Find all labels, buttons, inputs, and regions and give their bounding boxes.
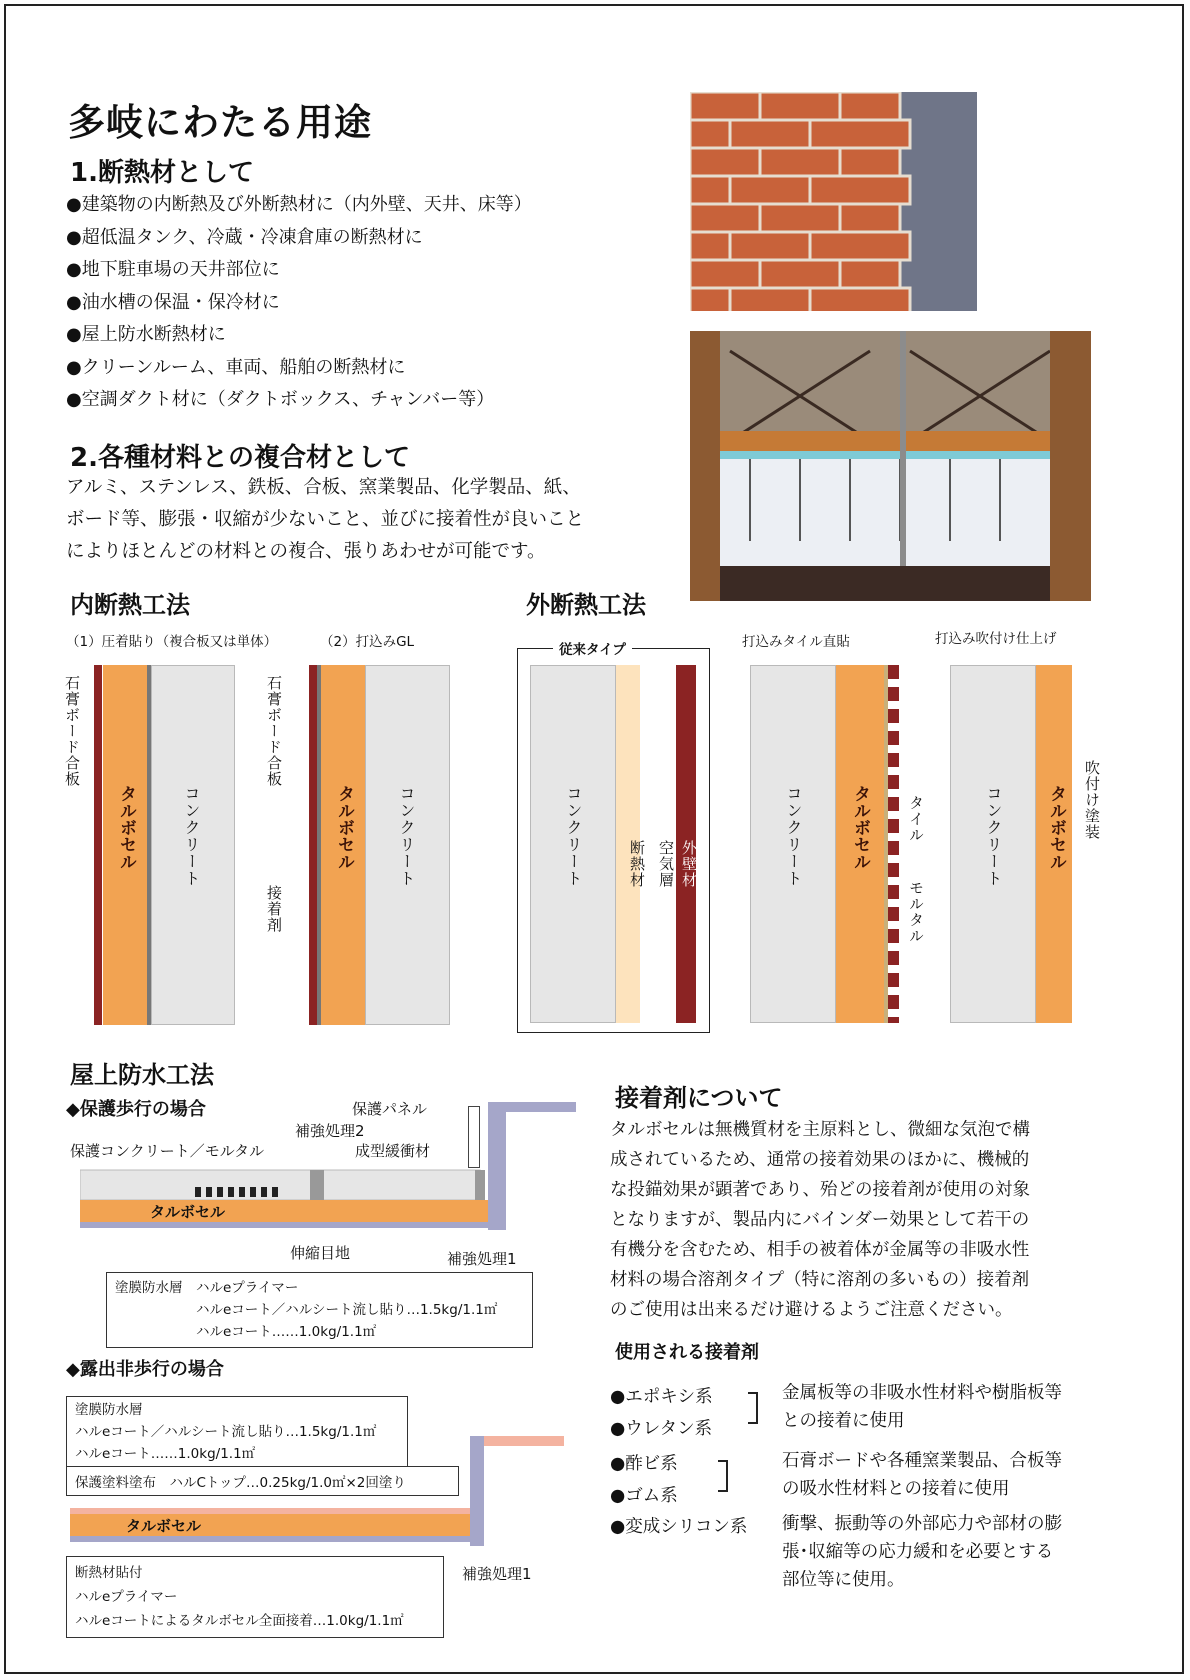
talbo-label: タルボセル	[116, 785, 136, 870]
talbo-label: タルボセル	[850, 785, 870, 870]
board-label: 石膏ボード合板	[63, 675, 81, 787]
tile-layer	[888, 665, 899, 1023]
air-label: 空気層	[657, 840, 675, 888]
wall-label: 外壁材	[680, 840, 698, 888]
adhesive-label: 接着剤	[265, 885, 283, 933]
vinyl-label: ●酢ビ系	[610, 1454, 678, 1474]
group3-desc: 部位等に使用。	[782, 1570, 905, 1590]
used-adhesives-heading: 使用される接着剤	[615, 1342, 759, 1363]
reinforce1-label-2: 補強処理1	[462, 1565, 532, 1583]
spec-line: 断熱材貼付	[75, 1565, 143, 1581]
list-item: ●屋上防水断熱材に	[66, 324, 226, 345]
list-item: ●地下駐車場の天井部位に	[66, 259, 280, 280]
protect-concrete-label: 保護コンクリート／モルタル	[70, 1142, 265, 1160]
section2-heading: 2.各種材料との複合材として	[70, 443, 410, 473]
spec-line: 塗膜防水層	[75, 1402, 143, 1418]
inner-diagram-1	[90, 665, 235, 1025]
group1-desc: 金属板等の非吸水性材料や樹脂板等	[782, 1383, 1062, 1403]
roof-wall-layer	[488, 1102, 506, 1230]
traditional-label: 従来タイプ	[553, 638, 632, 658]
spray-finish-caption: 打込み吹付け仕上げ	[935, 631, 1057, 647]
section2-text	[66, 472, 584, 568]
rubber-label: ●ゴム系	[610, 1486, 678, 1506]
construction-photo	[690, 331, 1091, 601]
paragraph-line: な投錨効果が顕著であり、殆どの接着剤が使用の対象	[610, 1180, 1030, 1200]
spec-line: ハルeコート……1.0kg/1.1㎡	[75, 1446, 256, 1462]
paragraph-line: のご使用は出来るだけ避けるようご注意ください。	[610, 1300, 1013, 1320]
board-layer	[309, 665, 317, 1025]
roof-parapet	[506, 1102, 576, 1112]
spec-line: 保護塗料塗布 ハルCトップ…0.25kg/1.0㎡×2回塗り	[75, 1475, 406, 1491]
reinforce1-label: 補強処理1	[447, 1250, 517, 1268]
talbo-label: タルボセル	[1046, 785, 1066, 870]
case2-heading: ◆露出非歩行の場合	[66, 1359, 224, 1380]
list-item: ●クリーンルーム、車両、船舶の断熱材に	[66, 356, 406, 378]
board-layer	[94, 665, 102, 1025]
talbo-label: タルボセル	[334, 785, 354, 870]
joint-label: 伸縮目地	[290, 1244, 351, 1262]
concrete-label: コンクリート	[182, 785, 201, 887]
group2-desc: の吸水性材料との接着に使用	[782, 1479, 1010, 1499]
paragraph-line: によりほとんどの材料との複合、張りあわせが可能です。	[66, 541, 546, 562]
buffer-label: 成型緩衝材	[355, 1142, 431, 1160]
section1-list	[66, 189, 532, 417]
list-item: ●超低温タンク、冷蔵・冷凍倉庫の断熱材に	[66, 226, 423, 248]
inner-caption-2: （2）打込みGL	[320, 634, 415, 650]
page-title: 多岐にわたる用途	[68, 101, 372, 144]
case2-spec-box-1	[66, 1396, 408, 1468]
outer-heading: 外断熱工法	[526, 591, 646, 619]
paragraph-line: 成されているため、通常の接着効果のほかに、機械的	[610, 1150, 1030, 1170]
insulation-label: 断熱材	[628, 840, 646, 888]
case2-spec-box-2	[66, 1466, 459, 1496]
paragraph-line: 材料の場合溶剤タイプ（特に溶剤の多いもの）接着剤	[610, 1270, 1030, 1290]
bracket	[718, 1460, 728, 1492]
adhesive-text	[610, 1115, 1030, 1325]
concrete-label: コンクリート	[397, 785, 416, 887]
silicone-label: ●変成シリコン系	[610, 1517, 748, 1537]
tile-direct-caption: 打込みタイル直貼	[742, 634, 850, 650]
epoxy-label: ●エポキシ系	[610, 1387, 713, 1407]
paragraph-line: アルミ、ステンレス、鉄板、合板、窯業製品、化学製品、紙、	[66, 477, 581, 498]
reinforce2-label: 補強処理2	[295, 1122, 365, 1140]
group2-desc: 石膏ボードや各種窯業製品、合板等	[782, 1451, 1062, 1471]
inner-diagram-2	[305, 665, 450, 1025]
urethane-label: ●ウレタン系	[610, 1419, 713, 1439]
adhesive-heading: 接着剤について	[615, 1084, 783, 1112]
case1-spec-box	[106, 1272, 533, 1348]
talbo-label-2: タルボセル	[126, 1517, 202, 1535]
paragraph-line: となりますが、製品内にバインダー効果として若干の	[610, 1210, 1030, 1230]
protect-panel	[468, 1106, 480, 1168]
paragraph-line: ボード等、膨張・収縮が少ないこと、並びに接着性が良いこと	[66, 509, 585, 530]
roof-heading: 屋上防水工法	[70, 1061, 214, 1089]
case1-heading: ◆保護歩行の場合	[66, 1099, 206, 1120]
tile-label: タイル	[907, 795, 925, 843]
list-item: ●油水槽の保温・保冷材に	[66, 291, 280, 313]
spec-line: ハルeコート……1.0kg/1.1㎡	[115, 1324, 377, 1340]
group1-desc: との接着に使用	[782, 1411, 905, 1431]
spec-line: ハルeコート／ハルシート流し貼り…1.5kg/1.1㎡	[75, 1424, 377, 1440]
concrete-label: コンクリート	[564, 785, 583, 887]
concrete-label: コンクリート	[784, 785, 803, 887]
concrete-label: コンクリート	[984, 785, 1003, 887]
talbo-label: タルボセル	[150, 1203, 226, 1221]
spec-line: 塗膜防水層 ハルeプライマー	[115, 1280, 299, 1296]
section1-heading: 1.断熱材として	[70, 158, 254, 188]
inner-caption-1: （1）圧着貼り（複合板又は単体）	[66, 634, 278, 650]
spec-line: ハルeコートによるタルボセル全面接着…1.0kg/1.1㎡	[75, 1613, 404, 1629]
paragraph-line: 有機分を含むため、相手の被着体が金属等の非吸水性	[610, 1240, 1030, 1260]
spec-line: ハルeプライマー	[75, 1589, 178, 1605]
spec-line: ハルeコート／ハルシート流し貼り…1.5kg/1.1㎡	[115, 1302, 498, 1318]
inner-heading: 内断熱工法	[70, 591, 190, 619]
roof-parapet-2	[484, 1436, 564, 1446]
list-item: ●建築物の内断熱及び外断熱材に（内外壁、天井、床等）	[66, 194, 532, 215]
group3-desc: 衝撃、振動等の外部応力や部材の膨	[782, 1514, 1062, 1534]
spray-label: 吹付け塗装	[1083, 760, 1101, 840]
bracket	[748, 1392, 758, 1424]
group3-desc: 張･収縮等の応力緩和を必要とする	[782, 1542, 1054, 1562]
protect-panel-label: 保護パネル	[352, 1100, 428, 1118]
roof-wall-layer-2	[470, 1436, 484, 1546]
board-label-2: 石膏ボード合板	[265, 675, 283, 787]
list-item: ●空調ダクト材に（ダクトボックス、チャンバー等）	[66, 389, 495, 410]
paragraph-line: タルボセルは無機質材を主原料とし、微細な気泡で構	[610, 1120, 1030, 1140]
roof-diagram-1	[80, 1165, 500, 1235]
mortar-label: モルタル	[907, 880, 925, 944]
case2-spec-box-3	[66, 1556, 444, 1638]
brick-wall-photo	[690, 92, 977, 311]
